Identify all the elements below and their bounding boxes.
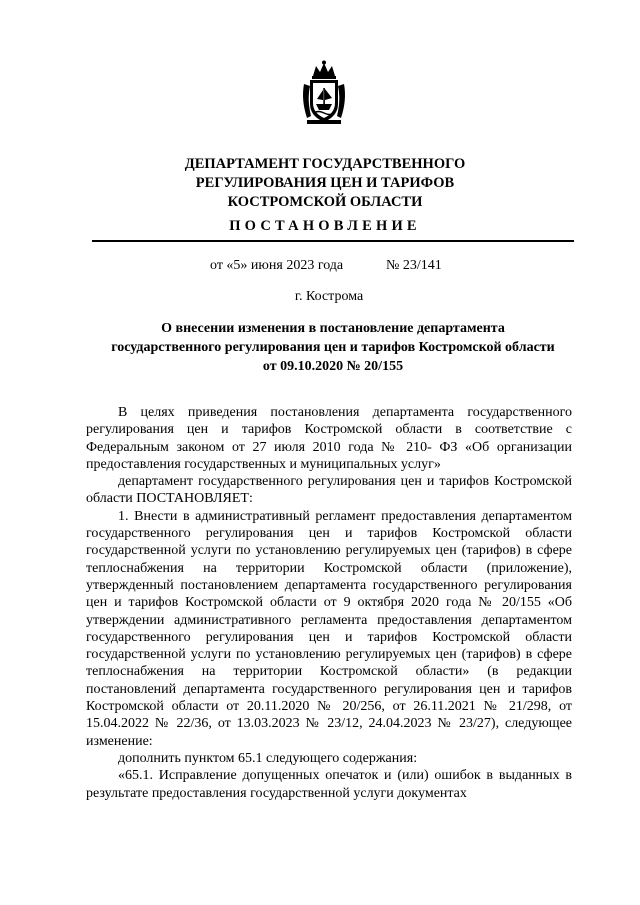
- document-date: от «5» июня 2023 года: [210, 258, 344, 273]
- decree-paragraph: департамент государственного регулирования цен и тарифов Костромской области ПОСТАНОВЛЯЕТ:: [86, 474, 572, 507]
- coat-of-arms-emblem: [301, 60, 347, 126]
- title-line-1: О внесении изменения в постановление департамента: [161, 321, 505, 336]
- title-line-3: от 09.10.2020 № 20/155: [262, 359, 404, 374]
- amendment-intro-paragraph: дополнить пунктом 65.1 следующего содержания:: [118, 750, 418, 766]
- authority-line-1: ДЕПАРТАМЕНТ ГОСУДАРСТВЕННОГО: [184, 156, 466, 172]
- document-title: [90, 319, 576, 376]
- preamble-paragraph: В целях приведения постановления департамента государственного регулирования цен и тарифов Костромской области в соответствие с Федеральным законом от 27 июля 2010 года № 210- ФЗ «Об организации предоставления государственных и муниципальных услуг»: [86, 405, 572, 472]
- header-divider: [92, 240, 574, 242]
- clause-65-1-paragraph: «65.1. Исправление допущенных опечаток и (или) ошибок в выданных в результате предоставления государственной услуги документах: [86, 768, 572, 801]
- document-type-heading: ПОСТАНОВЛЕНИЕ: [229, 218, 421, 234]
- authority-line-3: КОСТРОМСКОЙ ОБЛАСТИ: [227, 194, 423, 210]
- document-body: [86, 404, 572, 802]
- issuing-authority: [120, 155, 530, 212]
- title-line-2: государственного регулирования цен и тарифов Костромской области: [111, 340, 555, 355]
- document-number: № 23/141: [386, 258, 442, 273]
- clause-1-paragraph: 1. Внести в административный регламент предоставления департаментом государственного регулирования цен и тарифов Костромской области государственной услуги по установлению регулируемых цен (тарифов) в сфере теплоснабжения на территории Костромской области (приложение), утвержденный постановлением департамента государственного регулирования цен и тарифов Костромской области от 9 октября 2020 года № 20/155 «Об утверждении административного регламента предоставления департаментом государственного регулирования цен и тарифов Костромской области государственной услуги по установлению регулируемых цен (тарифов) в сфере теплоснабжения на территории Костромской области» (в редакции постановлений департамента государственного регулирования цен и тарифов Костромской области от 20.11.2020 № 20/256, от 26.11.2021 № 21/298, от 15.04.2022 № 22/36, от 13.03.2023 № 23/12, 24.04.2023 № 23/27), следующее изменение:: [86, 508, 572, 749]
- document-city: г. Кострома: [294, 289, 364, 304]
- authority-line-2: РЕГУЛИРОВАНИЯ ЦЕН И ТАРИФОВ: [195, 175, 455, 191]
